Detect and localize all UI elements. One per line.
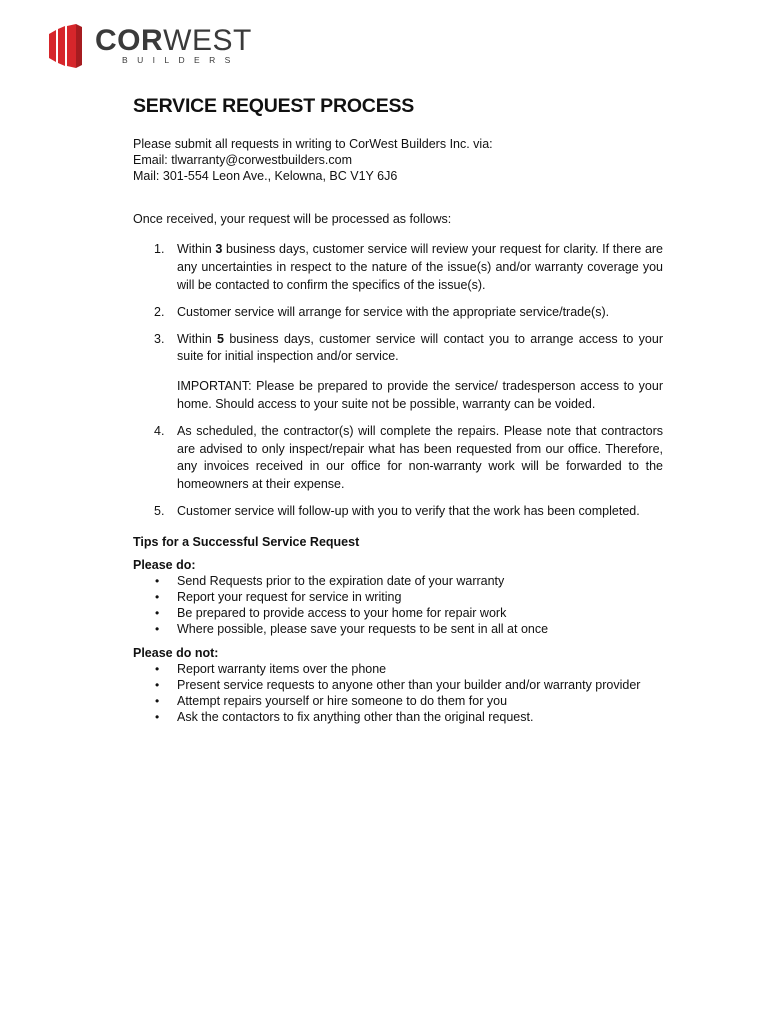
step-number: 1.	[154, 242, 165, 257]
logo-subtitle: BUILDERS	[122, 55, 240, 65]
list-item: • Where possible, please save your requests to be sent in all at once	[155, 621, 549, 636]
bullet-icon: •	[155, 589, 160, 604]
step-number: 4.	[154, 423, 165, 438]
list-item: • Report warranty items over the phone	[155, 661, 387, 676]
contact-block	[133, 137, 663, 184]
step-item: 3. Within 5 business days, customer service will contact you to arrange access to your suite for initial inspection and/or service. IMPORTANT: Please be prepared to provide the service/ tradesperson access to your home. Should access to your suite not be possible, warranty can be voided.	[133, 331, 663, 414]
contact-mail: Mail: 301-554 Leon Ave., Kelowna, BC V1Y 6J6	[133, 168, 398, 183]
tips-title: Tips for a Successful Service Request	[133, 534, 360, 549]
please-do-list	[133, 573, 663, 637]
step-item: 4. As scheduled, the contractor(s) will complete the repairs. Please note that contractors are advised to only inspect/repair what has been requested from our office. Therefore, any invoices received in our office for non-warranty work will be forwarded to the homeowners at their expense.	[154, 423, 663, 492]
contact-intro: Please submit all requests in writing to CorWest Builders Inc. via:	[133, 137, 493, 151]
bullet-icon: •	[155, 677, 160, 692]
list-item: • Present service requests to anyone other than your builder and/or warranty provider	[155, 677, 641, 692]
please-do-title: Please do:	[133, 557, 196, 572]
important-note: IMPORTANT: Please be prepared to provide the service/ tradesperson access to your home. Should access to your suite not be possible, warranty can be voided.	[177, 379, 663, 411]
step-number: 5.	[154, 503, 165, 518]
bullet-icon: •	[155, 693, 160, 708]
list-item: • Report your request for service in writing	[155, 589, 402, 604]
step-days: 3	[215, 242, 223, 257]
document-body	[133, 94, 663, 725]
step-item: 5. Customer service will follow-up with you to verify that the work has been completed.	[133, 503, 663, 521]
please-do-not-list	[133, 661, 663, 725]
step-item: 1. Within 3 business days, customer service will review your request for clarity. If there are any uncertainties in respect to the nature of the issue(s) and/or warranty coverage you will be contacted to confirm the specifics of the issue(s).	[154, 242, 664, 292]
list-item: • Send Requests prior to the expiration date of your warranty	[155, 573, 505, 588]
step-days: 5	[217, 331, 224, 346]
logo-mark-icon	[46, 24, 92, 68]
list-item: • Attempt repairs yourself or hire someone to do them for you	[155, 693, 508, 708]
step-item: 2. Customer service will arrange for service with the appropriate service/trade(s).	[133, 304, 663, 322]
list-item: • Ask the contactors to fix anything other than the original request.	[155, 709, 534, 724]
bullet-icon: •	[155, 661, 160, 676]
contact-email: Email: tlwarranty@corwestbuilders.com	[133, 152, 353, 167]
corwest-logo	[46, 24, 276, 68]
step-number: 3.	[154, 331, 165, 346]
process-steps	[133, 241, 663, 520]
bullet-icon: •	[155, 573, 160, 588]
bullet-icon: •	[155, 621, 160, 636]
bullet-icon: •	[155, 709, 160, 724]
logo-wordmark: CORWEST	[95, 24, 252, 57]
list-item: • Be prepared to provide access to your home for repair work	[155, 605, 507, 620]
process-intro: Once received, your request will be processed as follows:	[133, 212, 452, 227]
step-number: 2.	[154, 304, 165, 319]
bullet-icon: •	[155, 605, 160, 620]
page-title: SERVICE REQUEST PROCESS	[133, 95, 415, 117]
please-do-not-title: Please do not:	[133, 645, 219, 660]
